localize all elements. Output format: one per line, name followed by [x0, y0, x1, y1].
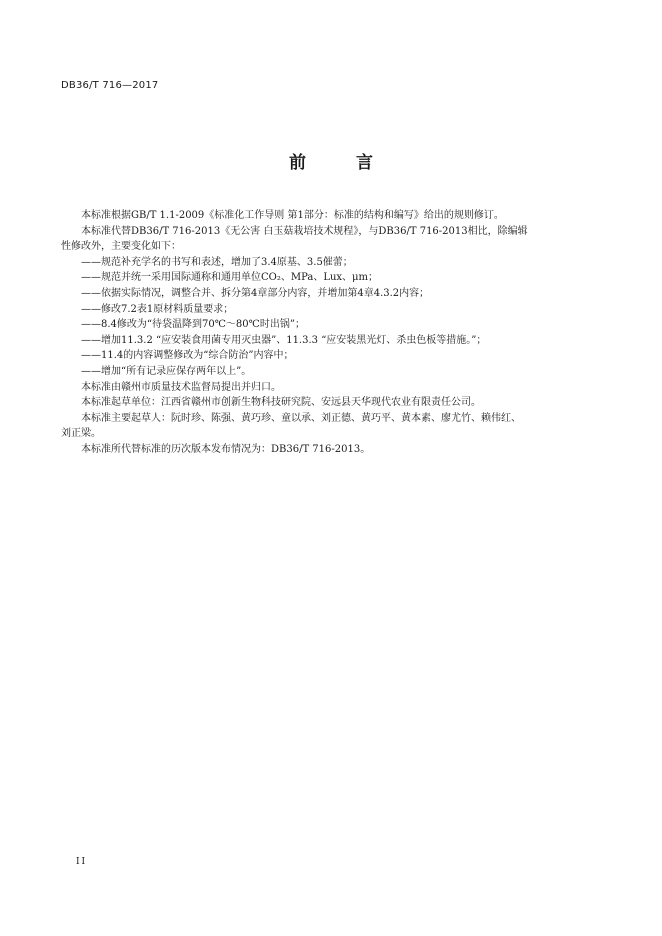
paragraph-proposer: 本标准由赣州市质量技术监督局提出并归口。: [81, 381, 281, 393]
document-code: DB36/T 716—2017: [61, 80, 159, 91]
foreword-body: [61, 208, 601, 458]
page-title: 前 言: [289, 153, 395, 173]
change-item-3: ——依据实际情况，调整合并、拆分第4章部分内容，并增加第4章4.3.2内容；: [81, 287, 430, 299]
paragraph-drafting-units: 本标准起草单位：江西省赣州市创新生物科技研究院、安远县天华现代农业有限责任公司。: [81, 397, 481, 409]
change-item-5: ——8.4修改为“待袋温降到70℃～80℃时出锅”；: [81, 319, 305, 331]
page-number: II: [76, 857, 88, 867]
paragraph-drafters-cont: 刘正梁。: [61, 428, 101, 440]
change-item-4: ——修改7.2表1原材料质量要求；: [81, 303, 234, 315]
change-item-7: ——11.4的内容调整修改为“综合防治”内容中；: [81, 350, 294, 362]
paragraph-drafters: 本标准主要起草人：阮时珍、陈强、黄巧珍、童以承、刘正德、黄巧平、黄本素、廖尤竹、赖伟红、: [81, 412, 521, 424]
paragraph-replaces: 本标准代替DB36/T 716-2013《无公害 白玉菇栽培技术规程》，与DB36/T 716-2013相比，除编辑: [81, 225, 528, 237]
change-item-8: ——增加“所有记录应保存两年以上”。: [81, 365, 252, 377]
change-item-6: ——增加11.3.2 “应安装食用菌专用灭虫器”、11.3.3 “应安装黑光灯、杀虫色板等措施。”；: [81, 334, 487, 346]
paragraph-replaces-cont: 性修改外，主要变化如下：: [61, 241, 181, 253]
paragraph-history: 本标准所代替标准的历次版本发布情况为：DB36/T 716-2013。: [81, 443, 371, 455]
change-item-2: ——规范并统一采用国际通称和通用单位CO₂、MPa、Lux、μm；: [81, 272, 379, 284]
paragraph-basis: 本标准根据GB/T 1.1-2009《标准化工作导则 第1部分：标准的结构和编写》给出的规则修订。: [81, 210, 504, 221]
change-item-1: ——规范补充学名的书写和表述，增加了3.4原基、3.5催蕾；: [81, 256, 353, 268]
